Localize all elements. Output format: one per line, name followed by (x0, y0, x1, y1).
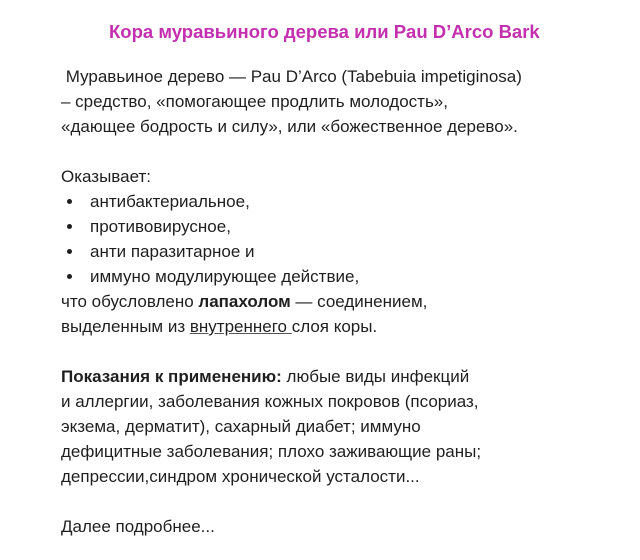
cause-line-2 (61, 314, 631, 339)
bullet-icon (67, 249, 72, 254)
indications-line-5: депрессии,синдром хронической усталости... (61, 467, 420, 486)
cut-off-next-line (61, 552, 491, 560)
intro-line-2: – средство, «помогающее продлить молодость», (61, 92, 448, 111)
cause-text: — соединением, (290, 292, 428, 311)
article-title: Кора муравьиного дерева или Pau D’Arco Bark (109, 21, 540, 42)
indications-line-1 (61, 364, 631, 389)
bullet-icon (67, 274, 72, 279)
effect-text: анти паразитарное и (90, 242, 255, 261)
list-item (61, 214, 631, 239)
indications-line-3: экзема, дерматит), сахарный диабет; иммуно (61, 417, 421, 436)
bullet-icon (67, 199, 72, 204)
read-more-text: Далее подробнее... (61, 517, 215, 536)
intro-line-3: «дающее бодрость и силу», или «божественное дерево». (61, 117, 518, 136)
indications-text: любые виды инфекций (281, 367, 470, 386)
list-item (61, 239, 631, 264)
list-item (61, 264, 631, 289)
effect-text: противовирусное, (90, 217, 231, 236)
effects-list (61, 189, 631, 289)
lapachol-term: лапахолом (198, 292, 291, 311)
inner-layer-link[interactable]: внутреннего (189, 317, 292, 336)
article-body (61, 64, 631, 539)
cause-text: что обусловлено (61, 292, 199, 311)
indications-line-2: и аллергии, заболевания кожных покровов (псориаз, (61, 392, 479, 411)
effect-text: антибактериальное, (90, 192, 250, 211)
effect-text: иммуно модулирующее действие, (90, 267, 360, 286)
effects-heading: Оказывает: (61, 167, 152, 186)
indications-line-4: дефицитные заболевания; плохо заживающие раны; (61, 442, 482, 461)
cause-text: выделенным из (61, 317, 190, 336)
bullet-icon (67, 224, 72, 229)
list-item (61, 189, 631, 214)
cause-text: слоя коры. (291, 317, 378, 336)
indications-label: Показания к применению: (61, 367, 282, 386)
cause-line-1 (61, 289, 631, 314)
intro-line-1: Муравьиное дерево — Pau D’Arco (Tabebuia impetiginosa) (61, 67, 522, 86)
